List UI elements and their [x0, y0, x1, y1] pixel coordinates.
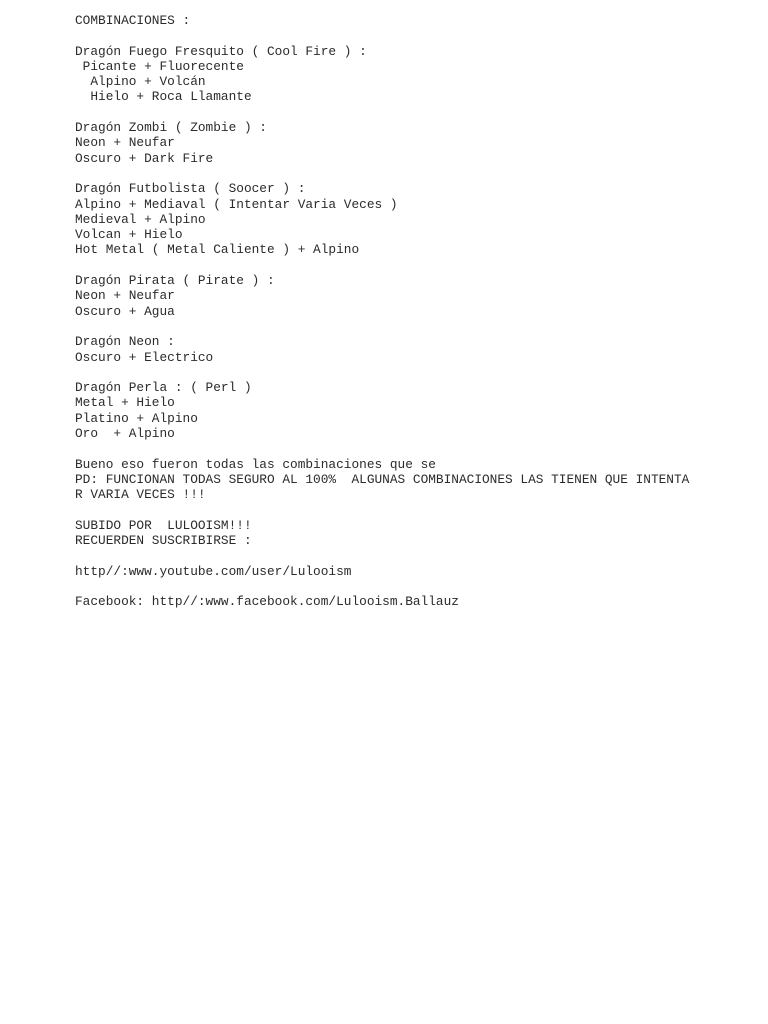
text-line: Hielo + Roca Llamante [75, 89, 252, 105]
text-line: Neon + Neufar [75, 135, 175, 151]
text-block [75, 273, 755, 319]
text-line: Oscuro + Electrico [75, 349, 214, 365]
text-block [75, 457, 755, 503]
text-line: Metal + Hielo [75, 395, 175, 411]
text-line: Volcan + Hielo [75, 227, 183, 243]
text-block [75, 334, 755, 365]
text-block [75, 13, 755, 28]
text-line: Oro + Alpino [75, 426, 175, 442]
text-line: Platino + Alpino [75, 410, 198, 426]
text-block [75, 120, 755, 166]
text-line: Facebook: http//:www.facebook.com/Lulooism.Ballauz [75, 594, 459, 610]
text-line: RECUERDEN SUSCRIBIRSE : [75, 533, 252, 549]
text-line: Dragón Pirata ( Pirate ) : [75, 273, 275, 289]
text-line: Neon + Neufar [75, 288, 175, 304]
text-block [75, 594, 755, 609]
text-line: Dragón Fuego Fresquito ( Cool Fire ) : [75, 43, 367, 59]
text-block [75, 518, 755, 549]
document-page [75, 13, 755, 625]
text-line: Bueno eso fueron todas las combinaciones que se [75, 456, 436, 472]
text-line: Oscuro + Dark Fire [75, 150, 214, 166]
text-block [75, 380, 755, 441]
text-line: Alpino + Volcán [75, 74, 206, 90]
text-line: Picante + Fluorecente [75, 58, 244, 74]
text-line: Dragón Futbolista ( Soocer ) : [75, 181, 306, 197]
text-line: PD: FUNCIONAN TODAS SEGURO AL 100% ALGUNAS COMBINACIONES LAS TIENEN QUE INTENTA [75, 471, 690, 487]
text-line: Oscuro + Agua [75, 303, 175, 319]
text-line: Medieval + Alpino [75, 211, 206, 227]
text-line: Alpino + Mediaval ( Intentar Varia Veces ) [75, 196, 398, 212]
text-line: COMBINACIONES : [75, 13, 191, 28]
text-line: Dragón Neon : [75, 334, 175, 350]
text-block [75, 181, 755, 257]
text-line: http//:www.youtube.com/user/Lulooism [75, 563, 352, 579]
text-line: SUBIDO POR LULOOISM!!! [75, 517, 252, 533]
text-line: Dragón Zombi ( Zombie ) : [75, 120, 267, 136]
text-block [75, 44, 755, 105]
text-line: R VARIA VECES !!! [75, 487, 206, 503]
text-block [75, 564, 755, 579]
text-line: Hot Metal ( Metal Caliente ) + Alpino [75, 242, 360, 258]
text-line: Dragón Perla : ( Perl ) [75, 380, 252, 396]
